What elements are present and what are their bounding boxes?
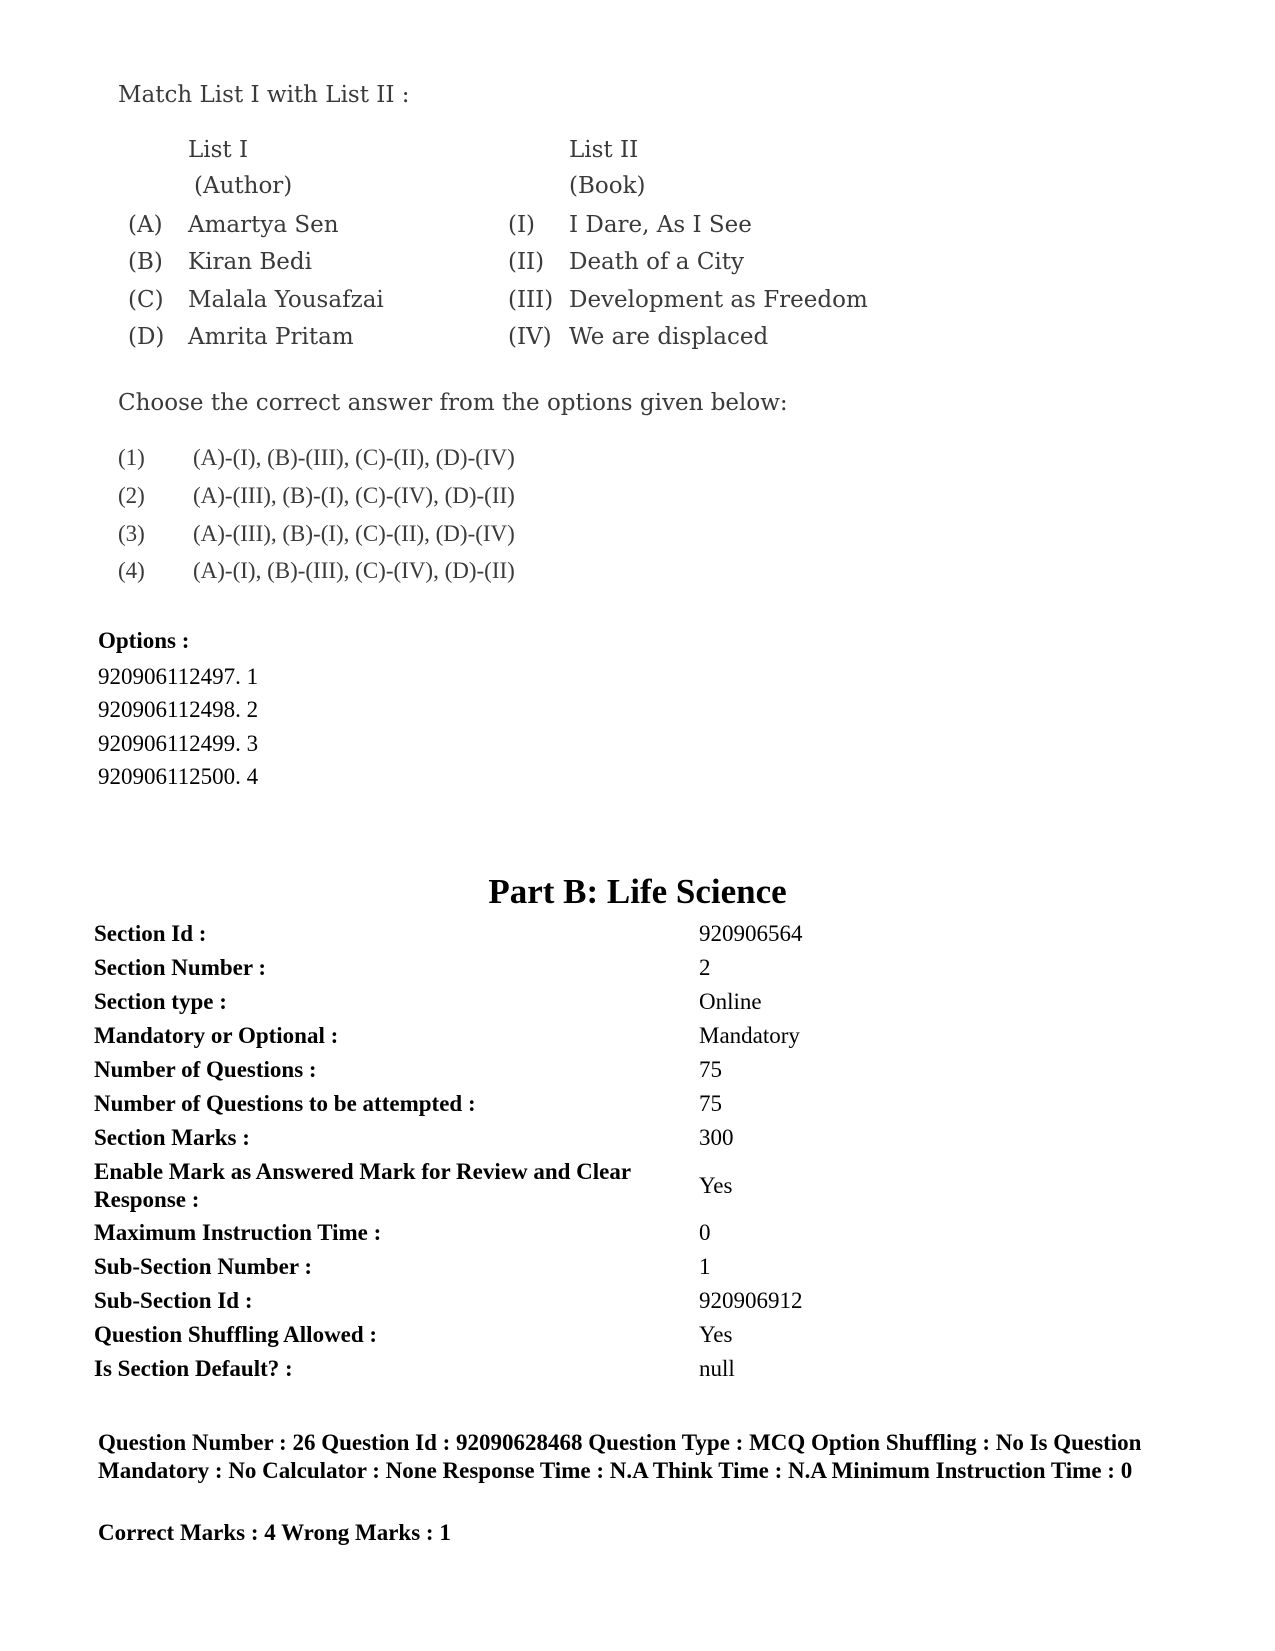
answer-text: (A)-(III), (B)-(I), (C)-(IV), (D)-(II)	[193, 483, 515, 508]
book-title: We are displaced	[569, 324, 769, 350]
answer-text: (A)-(III), (B)-(I), (C)-(II), (D)-(IV)	[193, 521, 515, 546]
section-label: Number of Questions to be attempted :	[94, 1091, 476, 1116]
book-title: I Dare, As I See	[569, 212, 752, 238]
match-row	[0, 212, 1000, 248]
author-name: Malala Yousafzai	[188, 287, 384, 313]
list1-header: List I	[188, 137, 249, 163]
section-value: Online	[699, 989, 762, 1014]
answer-number: (2)	[118, 483, 145, 508]
list1-label: (C)	[128, 287, 164, 313]
section-label: Section Id :	[94, 921, 207, 946]
match-row	[0, 287, 1000, 323]
section-label: Maximum Instruction Time :	[94, 1220, 382, 1245]
list1-label: (A)	[128, 212, 163, 238]
list2-label: (II)	[508, 249, 545, 275]
section-label: Sub-Section Id :	[94, 1288, 253, 1313]
section-label: Section Marks :	[94, 1125, 250, 1150]
section-value: null	[699, 1356, 735, 1381]
answer-text: (A)-(I), (B)-(III), (C)-(IV), (D)-(II)	[193, 558, 515, 583]
section-label: Is Section Default? :	[94, 1356, 293, 1381]
section-label: Section type :	[94, 989, 227, 1014]
author-name: Kiran Bedi	[188, 249, 312, 275]
section-value: 2	[699, 955, 711, 980]
answer-choice	[0, 445, 700, 481]
section-label: Enable Mark as Answered Mark for Review and Clear Response :	[94, 1159, 631, 1212]
list1-subheader: (Author)	[194, 173, 293, 199]
answer-number: (3)	[118, 521, 145, 546]
choose-instruction: Choose the correct answer from the options given below:	[118, 390, 788, 416]
list2-header: List II	[569, 137, 639, 163]
answer-number: (1)	[118, 445, 145, 470]
section-value: Yes	[699, 1173, 733, 1198]
book-title: Death of a City	[569, 249, 745, 275]
options-title: Options :	[98, 628, 190, 653]
section-value: 75	[699, 1057, 722, 1082]
list2-subheader: (Book)	[569, 173, 646, 199]
list2-label: (I)	[508, 212, 536, 238]
section-label: Question Shuffling Allowed :	[94, 1322, 378, 1347]
question-prompt: Match List I with List II :	[118, 82, 410, 108]
section-value: Mandatory	[699, 1023, 800, 1048]
option-id: 920906112497. 1	[98, 664, 259, 689]
list2-label: (IV)	[508, 324, 552, 350]
option-id: 920906112498. 2	[98, 697, 259, 722]
list1-label: (D)	[128, 324, 165, 350]
section-value: 920906564	[699, 921, 803, 946]
marks-info: Correct Marks : 4 Wrong Marks : 1	[98, 1520, 451, 1545]
answer-choice	[0, 558, 700, 594]
section-value: 0	[699, 1220, 711, 1245]
match-row	[0, 324, 1000, 360]
list2-label: (III)	[508, 287, 554, 313]
section-value: Yes	[699, 1322, 733, 1347]
answer-choice	[0, 521, 700, 557]
author-name: Amrita Pritam	[188, 324, 354, 350]
section-value: 1	[699, 1254, 711, 1279]
book-title: Development as Freedom	[569, 287, 868, 313]
section-label: Mandatory or Optional :	[94, 1023, 339, 1048]
part-title: Part B: Life Science	[488, 872, 787, 911]
section-label: Sub-Section Number :	[94, 1254, 313, 1279]
list1-label: (B)	[128, 249, 163, 275]
match-row	[0, 249, 1000, 285]
section-value: 75	[699, 1091, 722, 1116]
answer-text: (A)-(I), (B)-(III), (C)-(II), (D)-(IV)	[193, 445, 515, 470]
section-value: 920906912	[699, 1288, 803, 1313]
question-info: Question Number : 26 Question Id : 92090628468 Question Type : MCQ Option Shuffling : No Is Question Mandatory : No Calculator : None Response Time : N.A Think Time : N.A Minimum Instruction Time : 0	[98, 1430, 1142, 1483]
author-name: Amartya Sen	[188, 212, 339, 238]
section-label: Number of Questions :	[94, 1057, 317, 1082]
answer-choice	[0, 483, 700, 519]
option-id: 920906112500. 4	[98, 764, 259, 789]
section-label: Section Number :	[94, 955, 267, 980]
option-id: 920906112499. 3	[98, 731, 259, 756]
section-value: 300	[699, 1125, 734, 1150]
answer-number: (4)	[118, 558, 145, 583]
